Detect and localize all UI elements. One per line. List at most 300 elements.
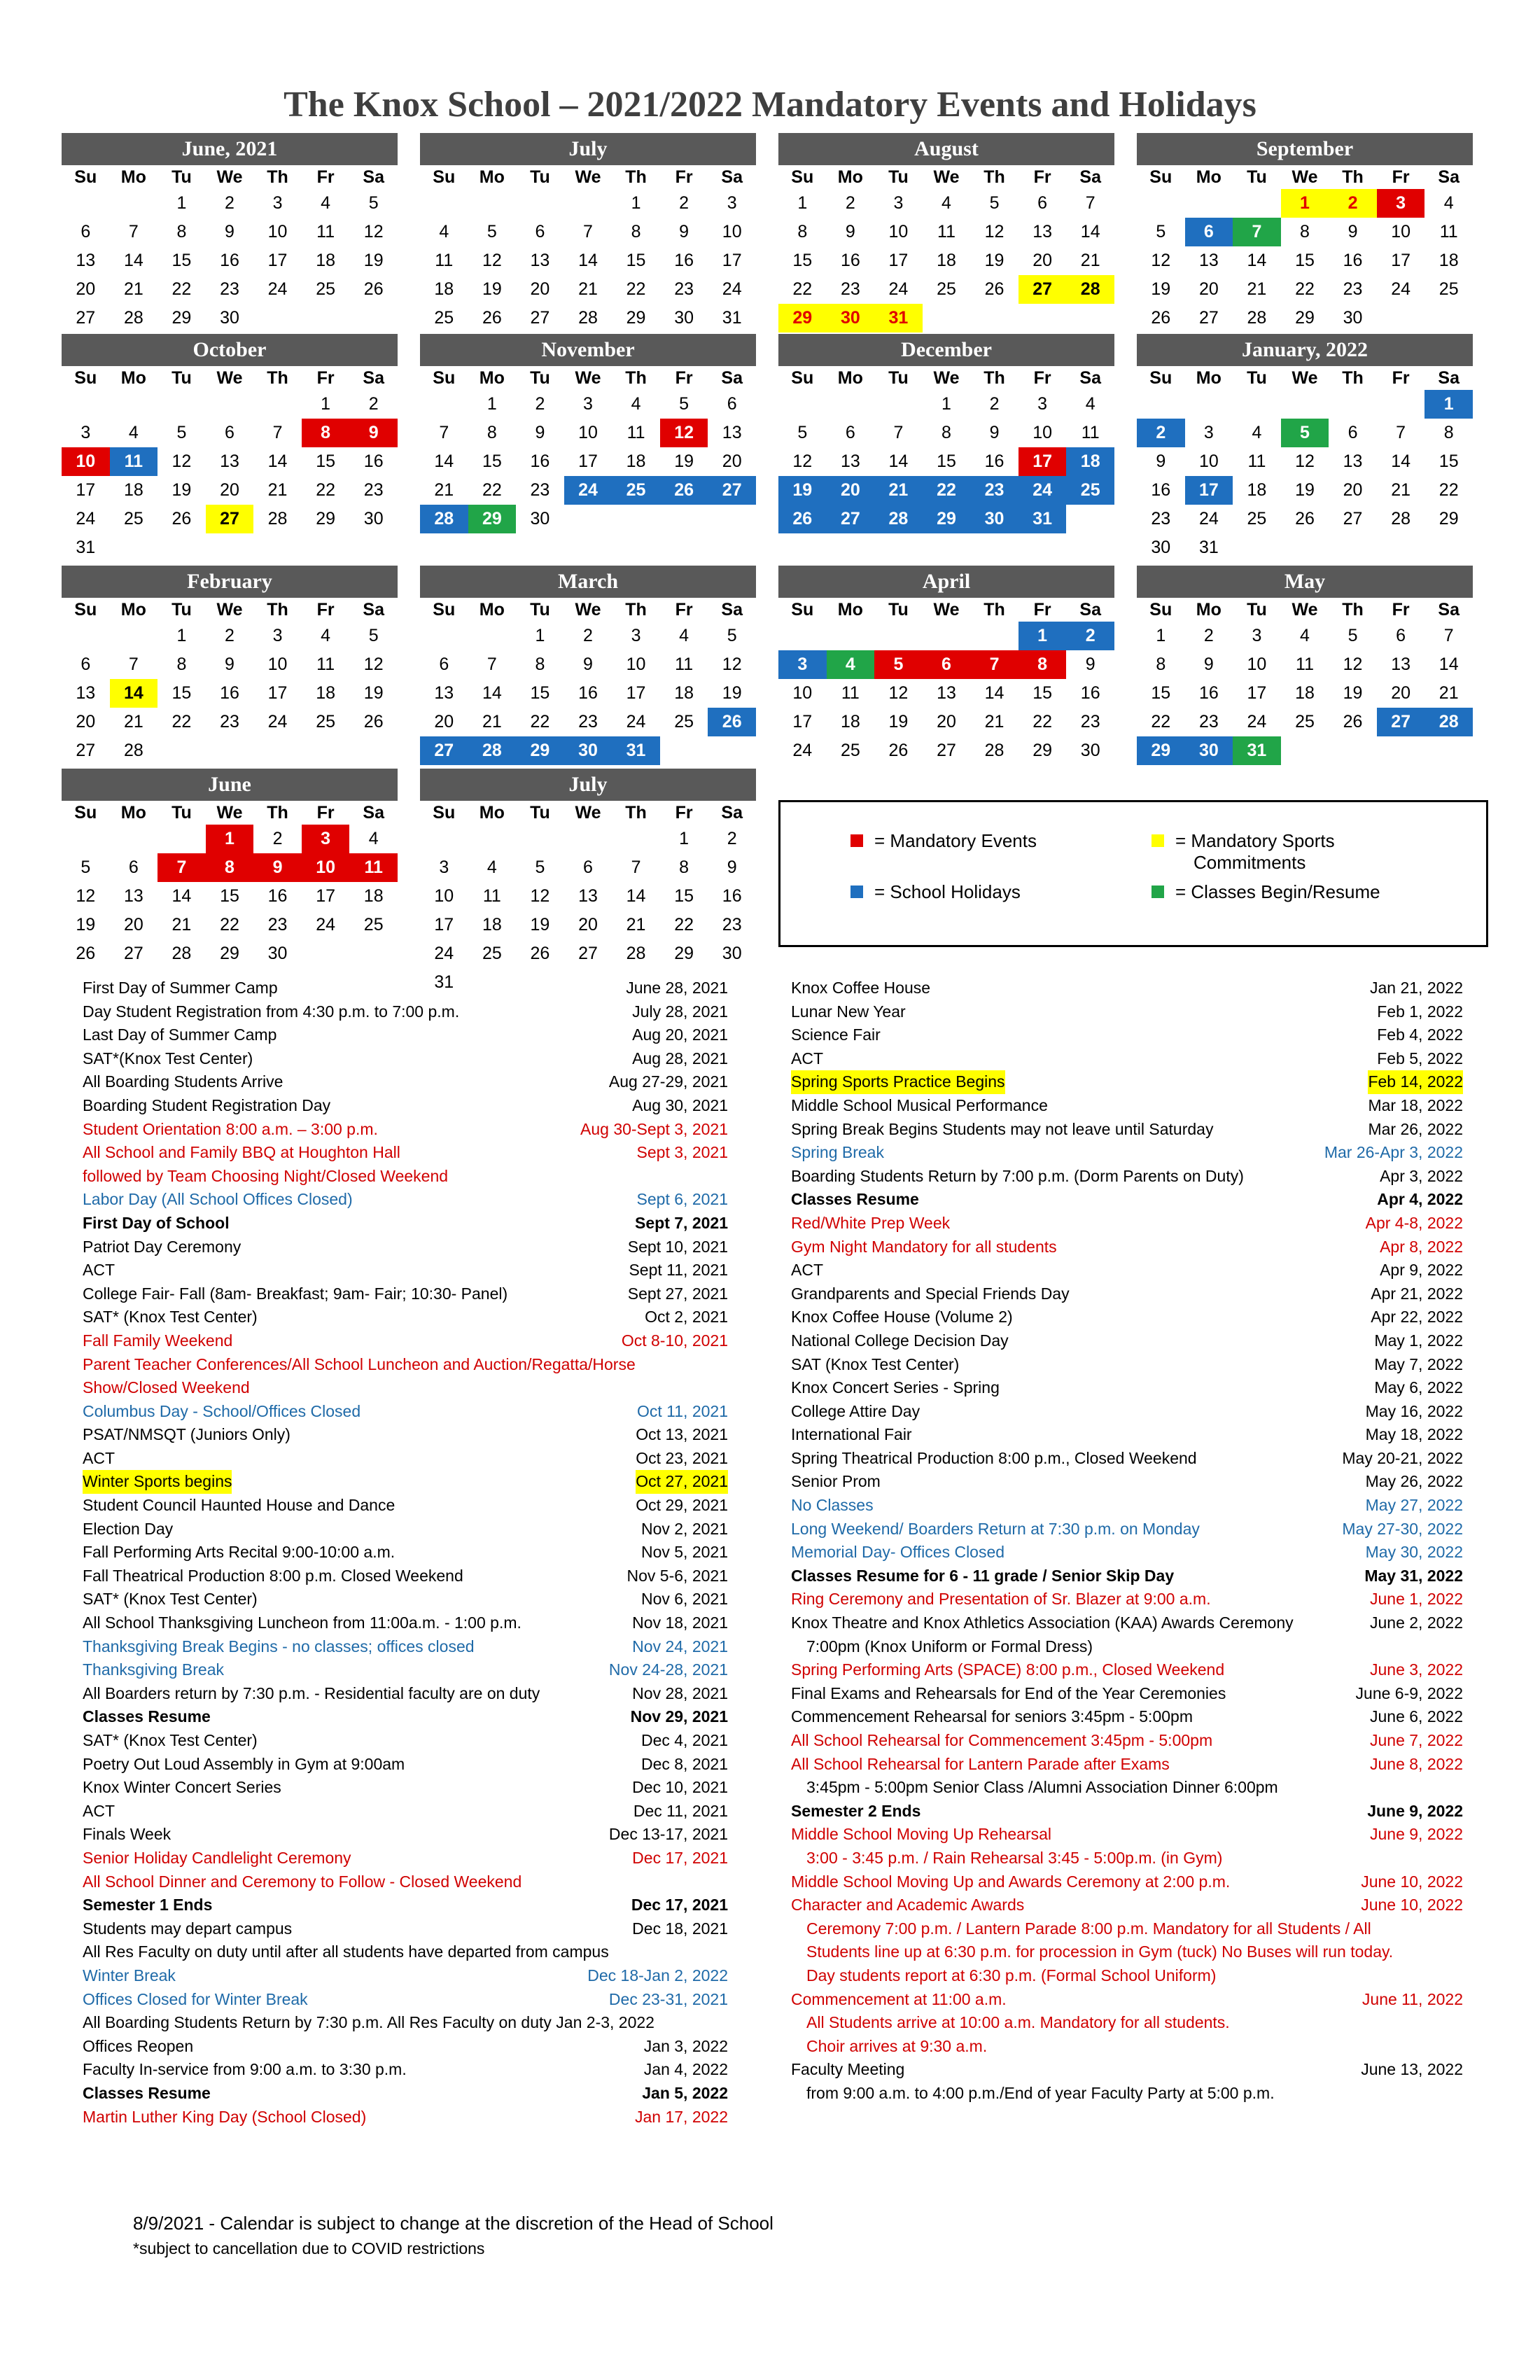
day-cell: 8 [535,654,545,674]
event-text: Boarding Students Return by 7:00 p.m. (Dorm Parents on Duty) [791,1166,1244,1185]
event-date: Oct 23, 2021 [636,1448,728,1467]
day-cell: 21 [267,480,288,500]
day-cell: 23 [220,712,239,732]
event-row [791,1165,1463,1189]
event-date: June 2, 2022 [1369,1614,1463,1632]
event-date: Oct 13, 2021 [636,1425,728,1444]
empty-cell [778,390,827,419]
event-row [83,1800,728,1823]
day-cell: 24 [792,741,813,760]
event-date: May 26, 2022 [1365,1472,1463,1491]
day-cell: 20 [1198,279,1219,299]
event-row [791,1823,1463,1847]
event-date: Sept 3, 2021 [636,1143,728,1162]
day-cell: 27 [123,944,144,963]
day-cell: 13 [220,451,239,471]
day-cell: 10 [62,447,110,476]
day-cell: 10 [792,683,813,703]
day-cell: 29 [674,944,694,963]
day-cell: 27 [937,741,956,760]
event-text: Commencement at 11:00 a.m. [791,1989,1007,2008]
day-cell: 19 [674,451,694,471]
event-date: Jan 21, 2022 [1369,979,1463,997]
day-cell: 5 [486,222,497,241]
event-text: SAT (Knox Test Center) [791,1354,960,1373]
event-date: Feb 14, 2022 [1368,1070,1463,1094]
day-cell: 1 [679,829,690,848]
day-cell: 6 [583,858,593,877]
event-text: First Day of School [83,1213,230,1232]
legend-holidays [850,881,1021,903]
day-cell: 11 [1247,451,1266,471]
day-cell: 24 [626,712,646,732]
event-row [791,1635,1463,1659]
day-cell: 24 [722,279,742,299]
day-cell: 20 [937,712,956,732]
day-cell: 4 [321,626,331,645]
event-text: Lunar New Year [791,1002,906,1021]
empty-cell [468,622,517,650]
event-date: Dec 11, 2021 [633,1801,728,1820]
day-cell: 23 [1080,712,1100,732]
empty-cell [1281,390,1329,419]
day-cell: 19 [722,683,742,703]
empty-cell [468,825,517,853]
event-text: College Attire Day [791,1401,920,1420]
day-cell: 9 [225,222,234,241]
day-cell: 14 [1080,222,1100,241]
day-cell: 31 [434,972,454,992]
day-cell: 4 [631,394,641,414]
day-cell: 16 [530,451,550,471]
event-row [791,1564,1463,1588]
month-11 [1137,566,1473,765]
event-date: Aug 30-Sept 3, 2021 [580,1119,728,1138]
event-row [791,1518,1463,1541]
event-row [83,1635,728,1659]
day-cell: 12 [530,886,550,906]
day-cell: 1 [535,626,545,645]
event-text: All Boarding Students Arrive [83,1072,284,1091]
day-cell: 16 [1151,480,1171,500]
weekday-label: Tu [1247,167,1267,187]
month-12 [62,769,398,968]
event-row [791,1658,1463,1682]
month-9 [420,566,756,765]
day-cell: 12 [1343,654,1363,674]
day-cell: 7 [1085,193,1096,213]
footer-note: 8/9/2021 - Calendar is subject to change at the discretion of the Head of School [133,2213,774,2234]
event-text: Columbus Day - School/Offices Closed [83,1401,361,1420]
month-days [62,598,398,765]
day-cell: 25 [123,509,144,528]
day-cell: 9 [1085,654,1096,674]
day-cell: 24 [1018,476,1067,505]
day-cell: 3 [1252,626,1262,645]
day-cell: 22 [923,476,971,505]
day-cell: 27 [578,944,598,963]
event-date: Feb 1, 2022 [1377,1002,1463,1021]
day-cell: 14 [626,886,646,906]
day-cell: 7 [486,654,497,674]
day-cell: 3 [439,858,449,877]
event-row [83,1023,728,1047]
day-cell: 18 [840,712,860,732]
event-row [791,1212,1463,1236]
event-row [83,1165,728,1189]
month-header: March [420,566,756,598]
event-row [791,1423,1463,1447]
day-cell: 18 [316,683,336,703]
day-cell: 29 [1295,308,1315,328]
day-cell: 15 [937,451,956,471]
day-cell: 13 [937,683,956,703]
day-cell: 29 [172,308,192,328]
legend-holidays-label: = School Holidays [874,881,1021,902]
weekday-label: Su [433,600,456,620]
day-cell: 5 [797,423,808,442]
day-cell: 30 [363,509,384,528]
event-date: May 16, 2022 [1365,1401,1463,1420]
weekday-label: Th [625,368,647,388]
weekday-label: Tu [888,167,909,187]
day-cell: 25 [612,476,660,505]
event-text: Gym Night Mandatory for all students [791,1237,1057,1256]
event-date: June 11, 2022 [1362,1989,1463,2008]
event-row [83,1611,728,1635]
day-cell: 4 [1252,423,1262,442]
event-date: Dec 18-Jan 2, 2022 [587,1966,728,1984]
day-cell: 22 [1295,279,1315,299]
day-cell: 1 [631,193,641,213]
event-row [791,1893,1463,1917]
empty-cell [612,825,660,853]
day-cell: 4 [368,829,379,848]
event-text: Commencement Rehearsal for seniors 3:45pm - 5:00pm [791,1707,1193,1726]
weekday-label: Su [74,368,97,388]
day-cell: 19 [984,251,1004,270]
day-cell: 13 [530,251,550,270]
event-text: Semester 1 Ends [83,1896,213,1914]
page-title: The Knox School – 2021/2022 Mandatory Events and Holidays [284,85,1256,125]
legend-sports [1152,830,1335,874]
day-cell: 5 [679,394,690,414]
day-cell: 2 [989,394,1000,414]
event-text: ACT [791,1261,823,1280]
day-cell: 28 [123,741,144,760]
day-cell: 5 [80,858,91,877]
event-row [83,1306,728,1329]
weekday-label: Mo [837,368,863,388]
weekday-label: We [1292,600,1318,620]
day-cell: 18 [363,886,384,906]
day-cell: 2 [1137,419,1185,447]
weekday-label: Su [74,167,97,187]
event-row [83,1729,728,1753]
day-cell: 7 [1443,626,1454,645]
day-cell: 15 [1438,451,1459,471]
day-cell: 30 [564,736,612,765]
day-cell: 7 [970,650,1018,679]
event-date: Sept 27, 2021 [627,1284,728,1303]
event-row [83,1423,728,1447]
day-cell: 8 [1156,654,1166,674]
event-text: Day Student Registration from 4:30 p.m. to 7:00 p.m. [83,1002,460,1021]
legend-yellow-swatch [1152,834,1164,847]
day-cell: 1 [941,394,951,414]
weekday-label: Tu [530,600,550,620]
event-date: May 20-21, 2022 [1342,1448,1463,1467]
event-date: Dec 4, 2021 [640,1731,728,1749]
day-cell: 2 [1203,626,1214,645]
legend-blue-swatch [850,886,863,898]
event-text: Knox Coffee House [791,979,931,997]
event-text: Poetry Out Loud Assembly in Gym at 9:00am [83,1754,405,1773]
day-cell: 25 [937,279,956,299]
event-date: May 27, 2022 [1365,1496,1463,1515]
event-row [83,1400,728,1424]
day-cell: 6 [727,394,737,414]
day-cell: 8 [679,858,690,877]
day-cell: 3 [302,825,350,853]
day-cell: 6 [535,222,545,241]
day-cell: 2 [272,829,283,848]
day-cell: 19 [363,683,384,703]
weekday-label: Sa [363,167,384,187]
weekday-label: Fr [1033,167,1051,187]
event-text: Winter Break [83,1966,176,1984]
event-text: from 9:00 a.m. to 4:00 p.m./End of year Faculty Party at 5:00 p.m. [806,2083,1275,2102]
day-cell: 24 [1247,712,1267,732]
day-cell: 1 [797,193,808,213]
day-cell: 6 [439,654,449,674]
day-cell: 1 [1018,622,1067,650]
event-text: 3:45pm - 5:00pm Senior Class /Alumni Association Dinner 6:00pm [806,1778,1278,1797]
event-text: Fall Theatrical Production 8:00 p.m. Closed Weekend [83,1566,463,1585]
day-cell: 2 [225,193,234,213]
event-row [791,1376,1463,1400]
event-text: Classes Resume [83,2083,211,2102]
event-text: Offices Closed for Winter Break [83,1989,308,2008]
event-row [83,2011,728,2035]
event-row [791,1470,1463,1494]
weekday-label: Tu [888,600,909,620]
event-text: Science Fair [791,1026,881,1044]
day-cell: 18 [316,251,336,270]
month-6 [778,334,1114,533]
event-date: Aug 30, 2021 [632,1096,728,1114]
event-text: Fall Family Weekend [83,1331,233,1350]
weekday-label: Su [1149,167,1172,187]
day-cell: 2 [727,829,737,848]
day-cell: 29 [516,736,564,765]
month-header: May [1137,566,1473,598]
event-text: College Fair- Fall (8am- Breakfast; 9am- Fair; 10:30- Panel) [83,1284,508,1303]
event-row [83,1118,728,1142]
day-cell: 10 [1247,654,1267,674]
event-date: May 31, 2022 [1364,1566,1463,1585]
event-text: Thanksgiving Break [83,1660,224,1679]
day-cell: 3 [1037,394,1048,414]
month-3 [1137,133,1473,332]
day-cell: 18 [434,279,454,299]
event-row [83,1470,728,1494]
legend-sports-label-2: Commitments [1194,852,1306,873]
day-cell: 22 [1032,712,1053,732]
event-date: Mar 26-Apr 3, 2022 [1324,1143,1463,1162]
weekday-label: Mo [120,167,146,187]
month-days [778,366,1114,533]
day-cell: 4 [941,193,951,213]
day-cell: 4 [827,650,875,679]
day-cell: 20 [530,279,550,299]
day-cell: 15 [172,683,192,703]
empty-cell [778,622,827,650]
event-row [791,1917,1463,1941]
legend-classes [1152,881,1380,903]
event-date: June 9, 2022 [1367,1801,1463,1820]
day-cell: 3 [1377,189,1425,218]
event-date: Nov 29, 2021 [630,1707,728,1726]
event-row [83,1259,728,1282]
day-cell: 3 [893,193,904,213]
day-cell: 26 [76,944,96,963]
day-cell: 22 [172,279,192,299]
event-text: Labor Day (All School Offices Closed) [83,1190,353,1209]
event-text: Grandparents and Special Friends Day [791,1284,1070,1303]
day-cell: 3 [272,626,283,645]
event-row [791,1094,1463,1118]
day-cell: 24 [267,279,288,299]
empty-cell [874,390,923,419]
weekday-label: We [575,803,601,822]
day-cell: 17 [267,683,288,703]
event-row [83,1518,728,1541]
day-cell: 30 [970,505,1018,533]
empty-cell [420,390,468,419]
day-cell: 28 [267,509,288,528]
event-date: June 6, 2022 [1369,1707,1463,1726]
day-cell: 23 [674,279,694,299]
event-row [791,1588,1463,1611]
day-cell: 1 [176,193,187,213]
day-cell: 21 [874,476,923,505]
day-cell: 26 [1343,712,1363,732]
day-cell: 8 [176,222,187,241]
event-date: Nov 6, 2021 [640,1590,728,1609]
event-text: All Boarding Students Return by 7:30 p.m. All Res Faculty on duty Jan 2-3, 2022 [83,2013,654,2032]
day-cell: 10 [626,654,646,674]
weekday-label: We [216,368,243,388]
weekday-label: Tu [172,167,192,187]
weekday-label: Tu [1247,368,1267,388]
day-cell: 8 [797,222,808,241]
day-cell: 17 [888,251,909,270]
day-cell: 26 [1295,509,1315,528]
day-cell: 18 [1438,251,1459,270]
month-13 [420,769,756,997]
weekday-label: Fr [675,167,693,187]
weekday-label: Th [267,167,288,187]
day-cell: 26 [708,708,756,736]
day-cell: 22 [674,915,694,934]
day-cell: 8 [1300,222,1310,241]
weekday-label: Tu [172,803,192,822]
event-text: Students may depart campus [83,1919,293,1938]
month-days [1137,598,1473,765]
day-cell: 21 [626,915,646,934]
day-cell: 25 [363,915,384,934]
empty-cell [420,825,468,853]
event-text: Red/White Prep Week [791,1213,951,1232]
day-cell: 25 [1438,279,1459,299]
day-cell: 17 [1247,683,1267,703]
day-cell: 5 [368,193,379,213]
day-cell: 13 [840,451,860,471]
day-cell: 15 [792,251,813,270]
day-cell: 30 [722,944,742,963]
day-cell: 16 [1343,251,1363,270]
day-cell: 29 [1438,509,1459,528]
event-date: Dec 18, 2021 [632,1919,728,1938]
event-text: All School Thanksgiving Luncheon from 11:00a.m. - 1:00 p.m. [83,1614,522,1632]
weekday-label: Sa [363,803,384,822]
day-cell: 18 [626,451,646,471]
day-cell: 21 [1247,279,1267,299]
event-text: Middle School Moving Up Rehearsal [791,1825,1052,1844]
day-cell: 10 [1032,423,1053,442]
event-row [791,2082,1463,2106]
event-text: ACT [83,1801,115,1820]
empty-cell [1137,189,1185,218]
day-cell: 31 [1233,736,1281,765]
day-cell: 28 [874,505,923,533]
weekday-label: Mo [479,600,505,620]
weekday-label: We [216,167,243,187]
event-date: Apr 22, 2022 [1371,1308,1463,1326]
day-cell: 6 [1037,193,1048,213]
event-date: Feb 4, 2022 [1377,1026,1463,1044]
day-cell: 10 [302,853,350,882]
event-row [791,976,1463,1000]
event-date: Nov 24-28, 2021 [608,1660,728,1679]
day-cell: 9 [253,853,302,882]
empty-cell [468,189,517,218]
event-row [83,1940,728,1964]
weekday-label: Th [1342,368,1364,388]
event-text: Patriot Day Ceremony [83,1237,241,1256]
event-date: Jan 5, 2022 [642,2083,728,2102]
month-0 [62,133,398,332]
day-cell: 14 [267,451,288,471]
event-text: All School Rehearsal for Lantern Parade after Exams [791,1754,1170,1773]
event-date: Sept 11, 2021 [629,1261,728,1280]
day-cell: 1 [1424,390,1473,419]
event-row [83,1329,728,1353]
day-cell: 4 [1443,193,1454,213]
day-cell: 4 [1085,394,1096,414]
event-row [83,1870,728,1894]
weekday-label: Fr [1033,600,1051,620]
day-cell: 11 [626,423,645,442]
day-cell: 21 [578,279,598,299]
day-cell: 15 [220,886,239,906]
day-cell: 3 [80,423,91,442]
day-cell: 15 [482,451,502,471]
month-days [1137,366,1473,562]
event-date: May 6, 2022 [1374,1378,1463,1397]
day-cell: 20 [220,480,239,500]
